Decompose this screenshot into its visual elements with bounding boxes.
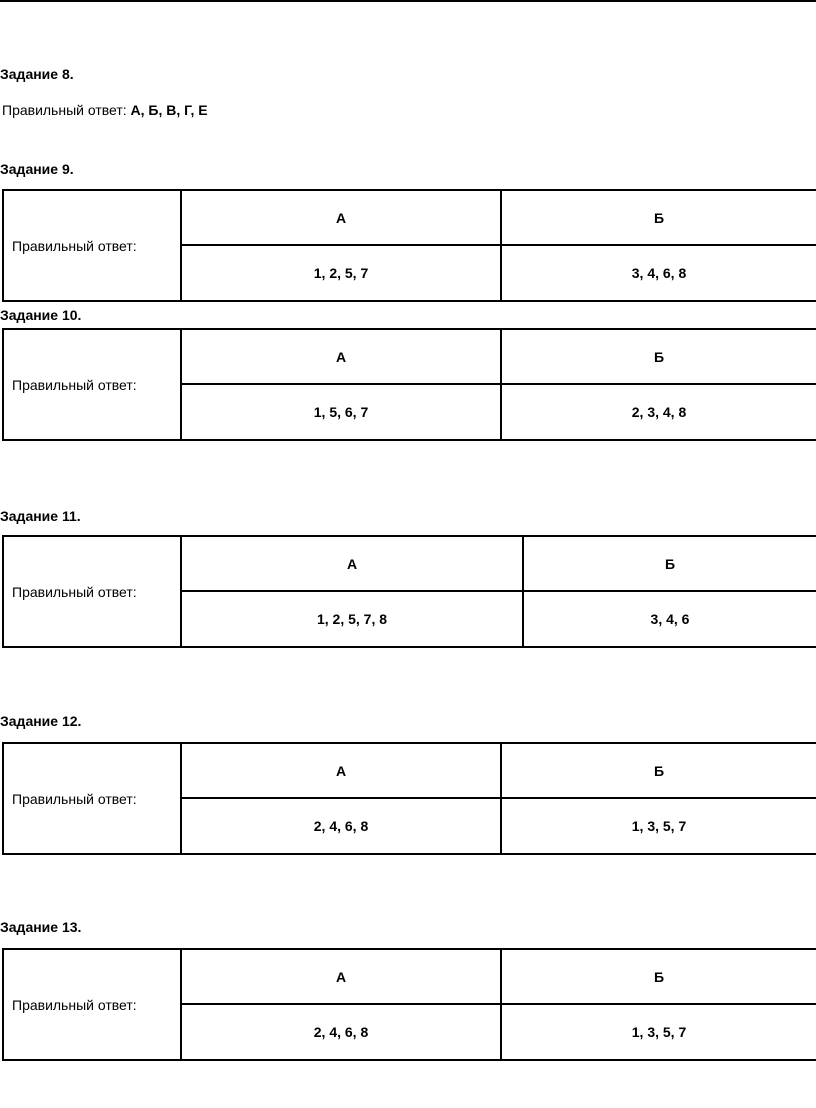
task-8-answer-value: А, Б, В, Г, Е: [130, 102, 208, 118]
task-12-col-a: А: [182, 744, 502, 799]
task-13-label: Правильный ответ:: [4, 950, 182, 1059]
top-rule: [0, 0, 816, 2]
task-10-label: Правильный ответ:: [4, 330, 182, 439]
task-10-heading: Задание 10.: [0, 307, 82, 323]
task-10-val-a: 1, 5, 6, 7: [182, 385, 502, 439]
task-11-col-b: Б: [524, 537, 816, 592]
task-13-val-a: 2, 4, 6, 8: [182, 1005, 502, 1059]
task-12-heading: Задание 12.: [0, 713, 82, 729]
task-11-table: [2, 535, 816, 648]
task-9-heading: Задание 9.: [0, 161, 74, 177]
task-9-col-b: Б: [502, 191, 816, 246]
task-9-table: [2, 189, 816, 302]
task-11-val-b: 3, 4, 6: [650, 611, 690, 627]
task-11-label: Правильный ответ:: [4, 537, 182, 646]
task-9-val-a: 1, 2, 5, 7: [182, 246, 502, 300]
task-10-col-b: Б: [502, 330, 816, 385]
task-9-val-b: 3, 4, 6, 8: [631, 265, 687, 281]
task-12-table: [2, 742, 816, 855]
task-10-table: [2, 328, 816, 441]
task-12-label: Правильный ответ:: [4, 744, 182, 853]
task-13-col-a: А: [182, 950, 502, 1005]
task-13-table: [2, 948, 816, 1061]
task-11-heading: Задание 11.: [0, 508, 81, 524]
task-9-label: Правильный ответ:: [4, 191, 182, 300]
task-10-val-b: 2, 3, 4, 8: [631, 404, 687, 420]
task-9-col-a: А: [182, 191, 502, 246]
task-13-heading: Задание 13.: [0, 919, 82, 935]
task-12-col-b: Б: [502, 744, 816, 799]
task-12-val-b: 1, 3, 5, 7: [631, 818, 687, 834]
task-10-col-a: А: [182, 330, 502, 385]
task-8-heading: Задание 8.: [0, 66, 74, 82]
task-11-col-a: А: [182, 537, 524, 592]
task-8-answer: [2, 101, 208, 119]
task-13-val-b: 1, 3, 5, 7: [631, 1024, 687, 1040]
task-13-col-b: Б: [502, 950, 816, 1005]
task-12-val-a: 2, 4, 6, 8: [182, 799, 502, 853]
task-8-answer-label: Правильный ответ:: [2, 102, 131, 118]
task-11-val-a: 1, 2, 5, 7, 8: [182, 592, 524, 646]
